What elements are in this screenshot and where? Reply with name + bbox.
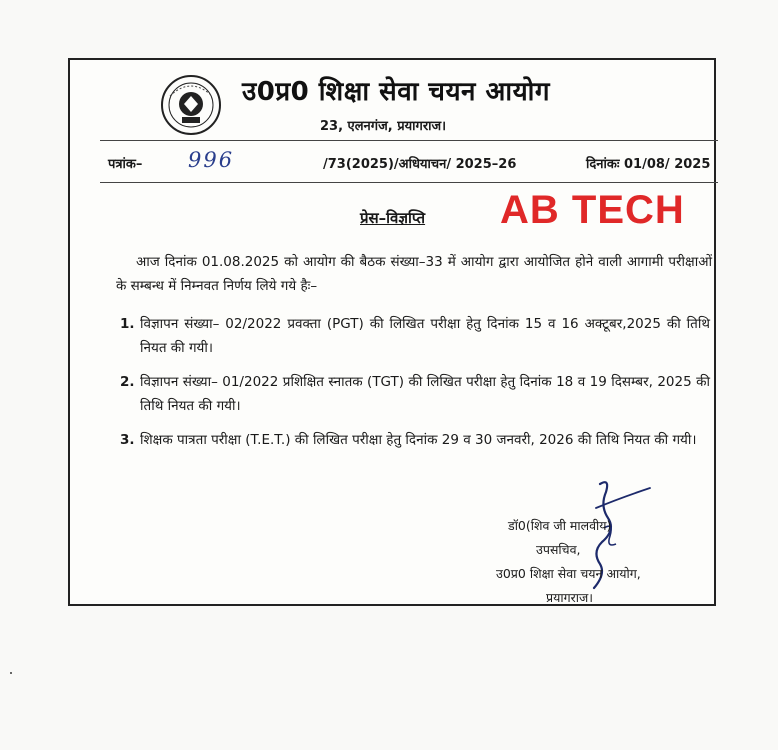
organization-address: 23, एलनगंज, प्रयागराज। — [320, 119, 447, 134]
reference-number-handwritten: 996 — [188, 148, 235, 172]
decision-text: विज्ञापन संख्या– 01/2022 प्रशिक्षित स्नातक (TGT) की लिखित परीक्षा हेतु दिनांक 18 व 19 दिसम्बर, 2025 की तिथि नियत की गयी। — [140, 374, 710, 414]
reference-row — [108, 150, 718, 176]
header-rule-bottom — [100, 182, 718, 183]
reference-code: /73(2025)/अधियाचन/ 2025–26 — [323, 157, 517, 172]
signatory-designation: उपसचिव, — [536, 542, 581, 557]
watermark-text: AB TECH — [500, 188, 685, 232]
signatory-name: डॉ0(शिव जी मालवीय) — [508, 518, 612, 533]
organization-title: उ0प्र0 शिक्षा सेवा चयन आयोग — [242, 77, 551, 107]
decision-item — [120, 370, 710, 418]
decision-item — [120, 312, 710, 360]
decision-number: 1. — [120, 316, 135, 332]
signatory-office: उ0प्र0 शिक्षा सेवा चयन आयोग, — [496, 566, 641, 581]
letter-frame — [68, 58, 716, 606]
signature-block — [490, 514, 710, 610]
decision-item — [120, 428, 710, 452]
intro-paragraph: आज दिनांक 01.08.2025 को आयोग की बैठक संख्या–33 में आयोग द्वारा आयोजित होने वाली आगामी परीक्षाओं के सम्बन्ध में निम्नवत निर्णय लिये गये हैः– — [116, 254, 712, 294]
press-release-heading: प्रेस–विज्ञप्ति — [360, 209, 426, 227]
decision-list — [120, 312, 710, 462]
reference-date: दिनांकः 01/08/ 2025 — [586, 157, 711, 172]
page-speck — [10, 672, 12, 674]
signatory-place: प्रयागराज। — [546, 590, 594, 605]
decision-text: विज्ञापन संख्या– 02/2022 प्रवक्ता (PGT) की लिखित परीक्षा हेतु दिनांक 15 व 16 अक्टूबर,2025 की तिथि नियत की गयी। — [140, 316, 710, 356]
decision-number: 2. — [120, 374, 135, 390]
decision-text: शिक्षक पात्रता परीक्षा (T.E.T.) की लिखित परीक्षा हेतु दिनांक 29 व 30 जनवरी, 2026 की तिथि नियत की गयी। — [140, 432, 697, 448]
commission-emblem-icon — [160, 74, 222, 136]
header-rule-top — [100, 140, 718, 141]
decision-number: 3. — [120, 432, 135, 448]
reference-label: पत्रांक– — [108, 157, 143, 172]
